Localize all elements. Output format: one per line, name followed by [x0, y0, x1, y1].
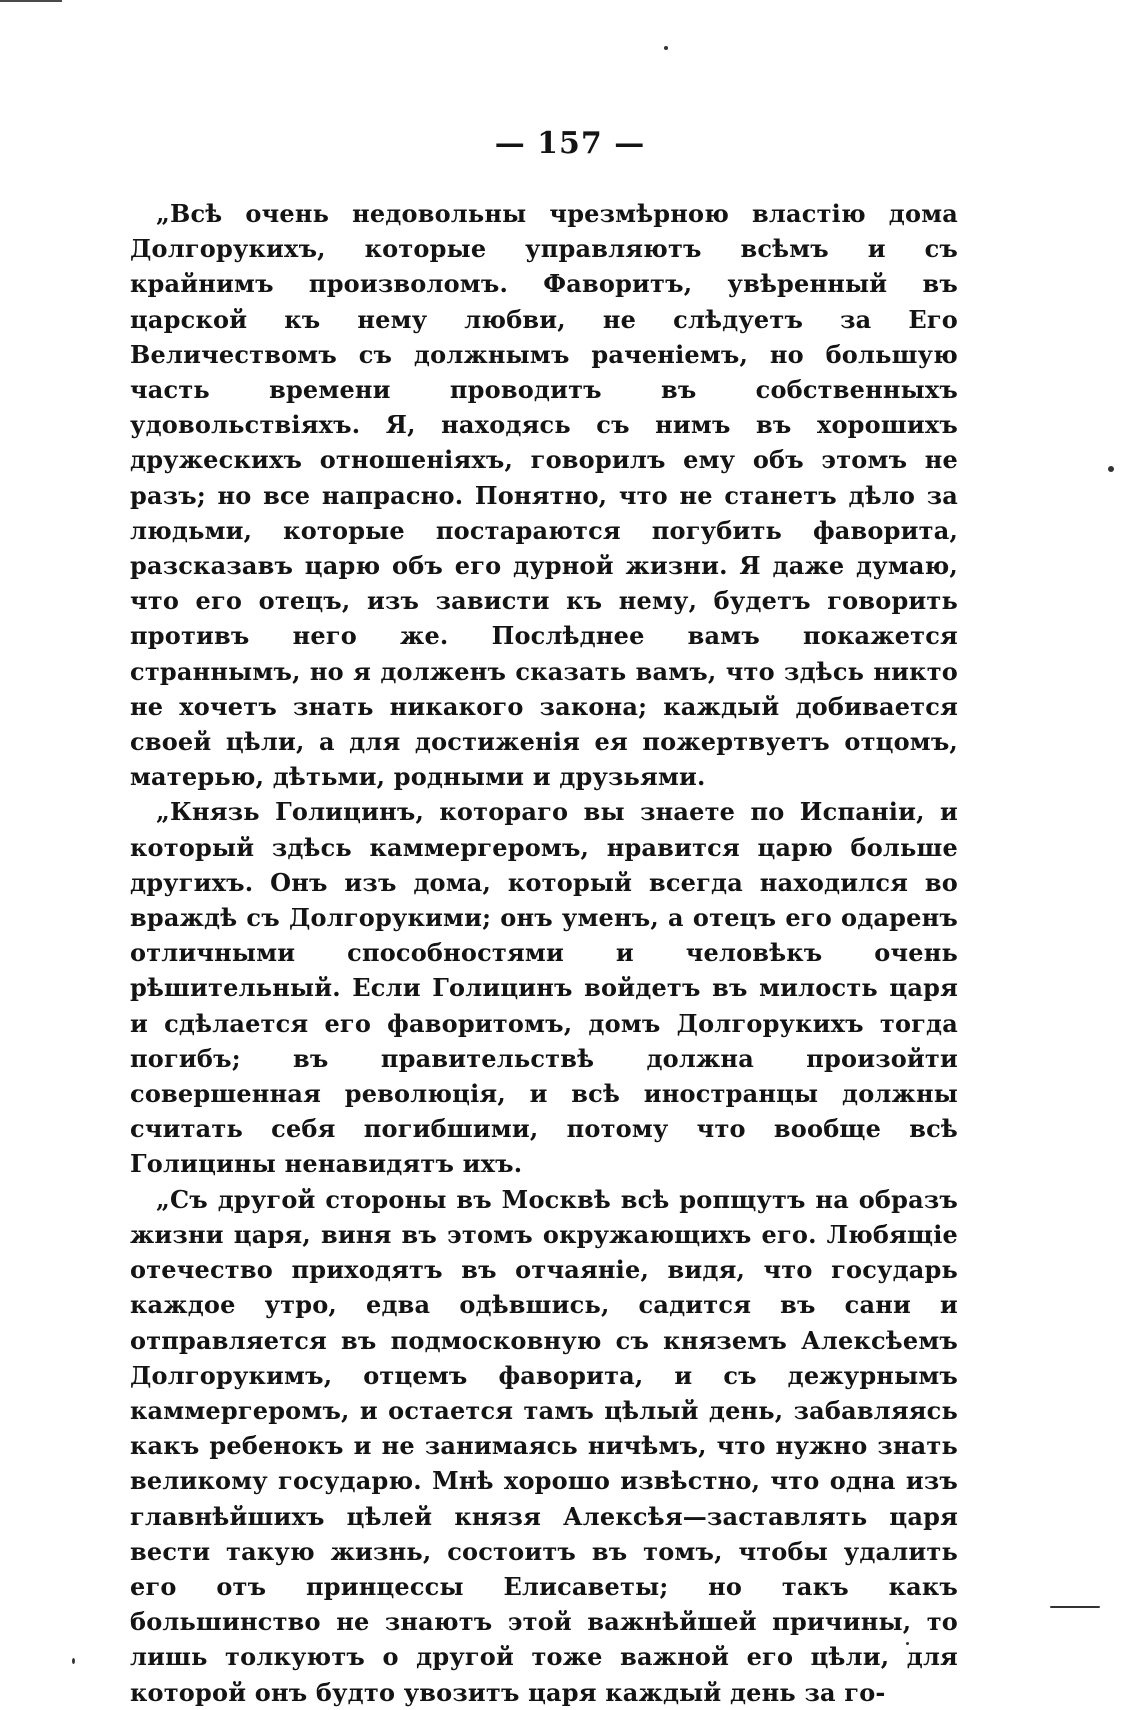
paragraph: „Князь Голицинъ, котораго вы знаете по Испаніи, и который здѣсь каммергеромъ, нравится царю больше другихъ. Онъ изъ дома, который всегда находился во враждѣ съ Долгорукими; онъ уменъ, а отецъ его одаренъ отличными способностями и человѣкъ очень рѣшительный. Если Голицинъ войдетъ въ милость царя и сдѣлается его фаворитомъ, домъ Долгорукихъ тогда погибъ; въ правительствѣ должна произойти совершенная революція, и всѣ иностранцы должны считать себя погибшими, потому что вообще всѣ Голицины ненавидятъ ихъ. — [130, 797, 958, 1179]
scan-speck — [72, 1658, 75, 1664]
top-edge-rule — [0, 0, 62, 2]
paragraph: „Всѣ очень недовольны чрезмѣрною властію дома Долгорукихъ, которые управляютъ всѣмъ и съ крайнимъ произволомъ. Фаворитъ, увѣренный въ царской къ нему любви, не слѣдуетъ за Его Величествомъ съ должнымъ раченіемъ, но большую часть времени проводитъ въ собственныхъ удовольствіяхъ. Я, находясь съ нимъ въ хорошихъ дружескихъ отношеніяхъ, говорилъ ему объ этомъ не разъ; но все напрасно. Понятно, что не станетъ дѣло за людьми, которые постараются погубить фаворита, разсказавъ царю объ его дурной жизни. Я даже думаю, что его отецъ, изъ зависти къ нему, будетъ говорить противъ него же. Послѣднее вамъ покажется страннымъ, но я долженъ сказать вамъ, что здѣсь никто не хочетъ знать никакого закона; каждый добивается своей цѣли, а для достиженія ея пожертвуетъ отцомъ, матерью, дѣтьми, родными и друзьями. — [130, 199, 958, 792]
bottom-edge-rule — [1050, 1606, 1100, 1608]
body-text — [130, 196, 958, 1710]
scan-speck — [1108, 466, 1114, 472]
page-number: — 157 — — [494, 126, 646, 161]
paragraph: „Съ другой стороны въ Москвѣ всѣ ропщутъ на образъ жизни царя, виня въ этомъ окружающихъ его. Любящіе отечество приходятъ въ отчаяніе, видя, что государь каждое утро, едва одѣвшись, садится въ сани и отправляется въ подмосковную съ княземъ Алексѣемъ Долгорукимъ, отцемъ фаворита, и съ дежурнымъ каммергеромъ, и остается тамъ цѣлый день, забавляясь какъ ребенокъ и не занимаясь ничѣмъ, что нужно знать великому государю. Мнѣ хорошо извѣстно, что одна изъ главнѣйшихъ цѣлей князя Алексѣя—заставлять царя вести такую жизнь, состоитъ въ томъ, чтобы удалить его отъ принцессы Елисаветы; но такъ какъ большинство не знаютъ этой важнѣйшей причины, то лишь толкуютъ о другой тоже важной его цѣли, для которой онъ будто увозитъ царя каждый день за го- — [130, 1184, 958, 1707]
scan-speck — [664, 46, 668, 50]
